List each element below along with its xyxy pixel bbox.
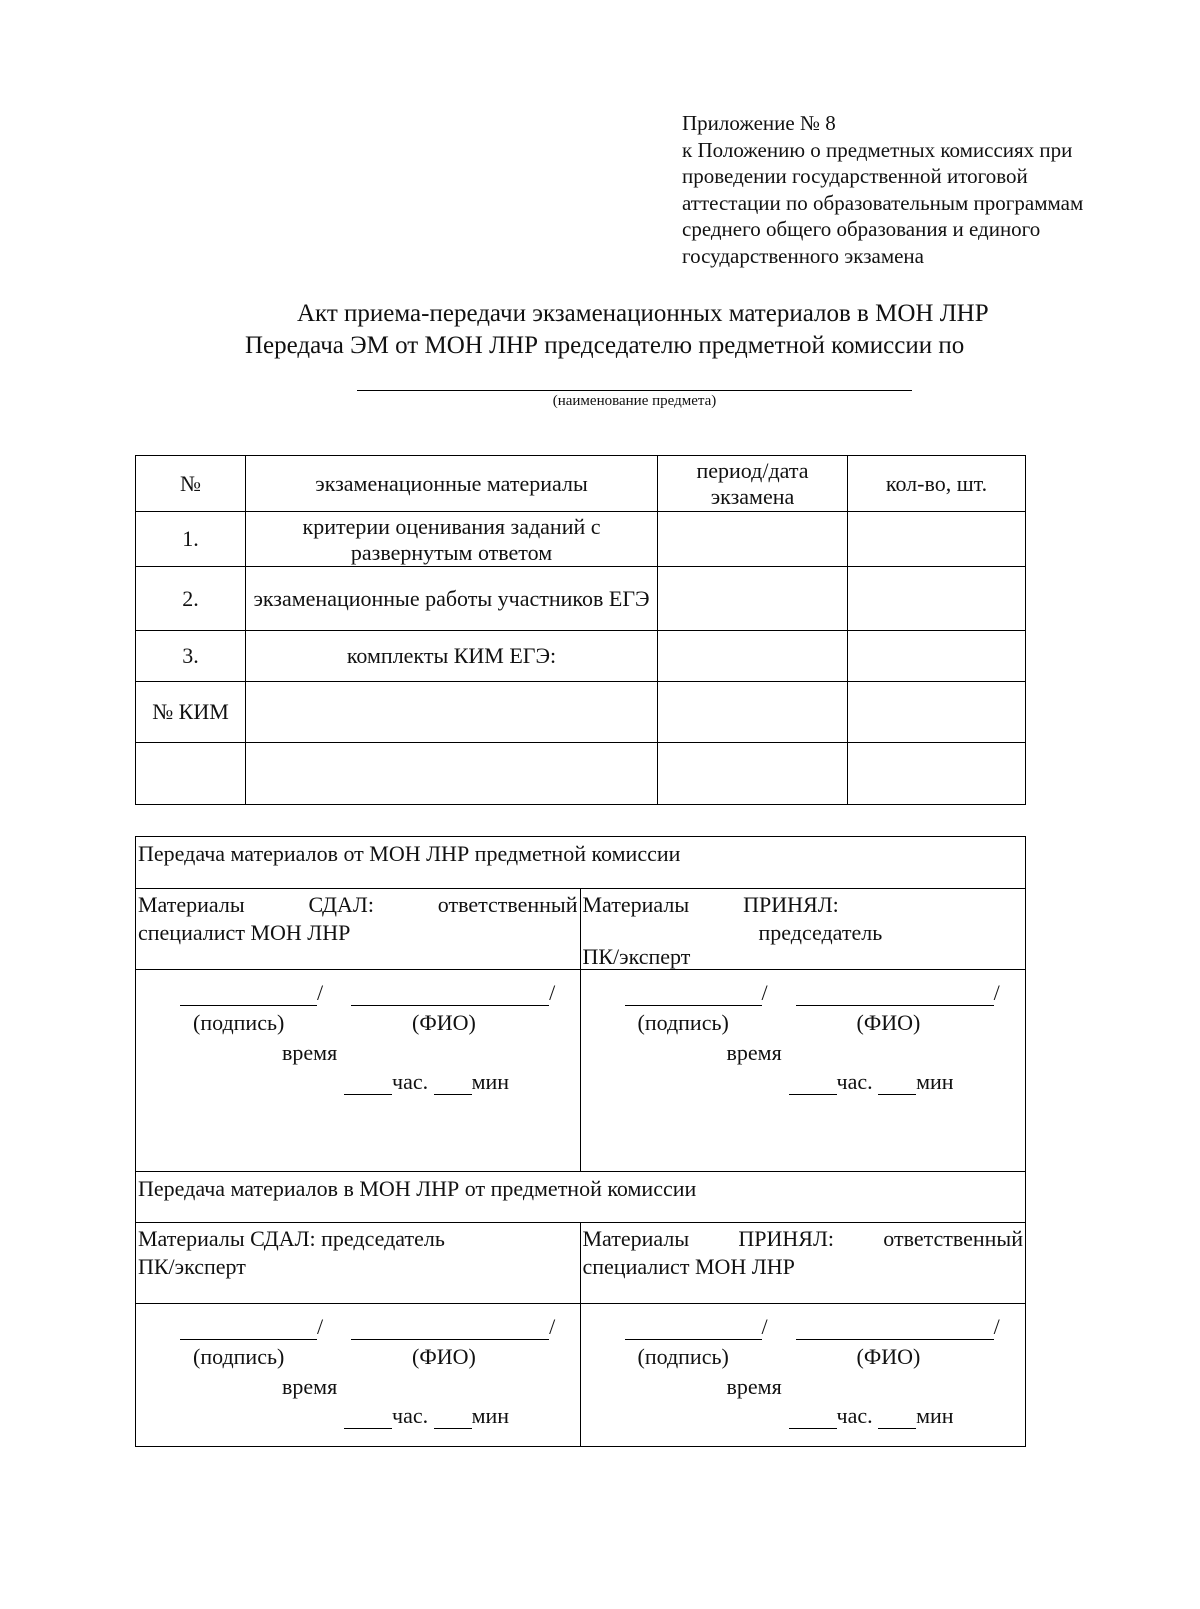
s2-handed-by	[136, 1223, 581, 1303]
s2-right-signature	[581, 1304, 1026, 1446]
role-word: ПРИНЯЛ:	[738, 1226, 834, 1251]
s1-handed-by	[136, 889, 581, 969]
role-line: Материалы СДАЛ: председатель	[138, 1226, 445, 1251]
row-name-cell[interactable]	[246, 743, 658, 805]
row-num: 2.	[136, 567, 246, 631]
sign-label: (подпись)	[193, 1344, 285, 1369]
row-num: № КИМ	[136, 682, 246, 743]
signature-line[interactable]: / /	[625, 980, 1000, 1006]
sign-label: (подпись)	[637, 1010, 729, 1035]
row-period-cell[interactable]	[658, 682, 848, 743]
row-name: комплекты КИМ ЕГЭ:	[246, 631, 658, 682]
section2-roles-row	[136, 1222, 1025, 1303]
section2-title: Передача материалов в МОН ЛНР от предметной комиссии	[136, 1171, 1025, 1222]
appendix-line: к Положению о предметных комиссиях при	[682, 137, 1073, 162]
s2-received-by	[581, 1223, 1026, 1303]
row-count-cell[interactable]	[848, 567, 1026, 631]
appendix-line: проведении государственной итоговой	[682, 164, 1028, 188]
header-period: период/дата экзамена	[658, 456, 848, 512]
table-row	[136, 567, 1026, 631]
table-row	[136, 682, 1026, 743]
section1-sign-row	[136, 969, 1025, 1171]
time-label: время	[282, 1374, 338, 1399]
sign-label: (подпись)	[193, 1010, 285, 1035]
row-num: 3.	[136, 631, 246, 682]
signature-line[interactable]: / /	[180, 1314, 555, 1340]
time-label: время	[726, 1374, 782, 1399]
appendix-line: среднего общего образования и единого	[682, 217, 1041, 241]
role-word: СДАЛ:	[308, 892, 374, 917]
row-count-cell[interactable]	[848, 512, 1026, 567]
row-count-cell[interactable]	[848, 682, 1026, 743]
header-count: кол-во, шт.	[848, 456, 1026, 512]
signature-line[interactable]: / /	[180, 980, 555, 1006]
table-row	[136, 743, 1026, 805]
header-num: №	[136, 456, 246, 512]
appendix-line: государственного экзамена	[682, 243, 924, 268]
table-row	[136, 631, 1026, 682]
role-word: Материалы	[582, 892, 690, 917]
row-count-cell[interactable]	[848, 631, 1026, 682]
row-period-cell[interactable]	[658, 512, 848, 567]
row-num-cell[interactable]	[136, 743, 246, 805]
role-line: специалист МОН ЛНР	[582, 1254, 795, 1279]
fio-label: (ФИО)	[412, 1010, 476, 1035]
time-fields[interactable]: час. мин	[344, 1069, 509, 1095]
s2-left-signature	[136, 1304, 581, 1446]
time-fields[interactable]: час. мин	[789, 1069, 954, 1095]
s1-received-by	[581, 889, 1026, 969]
document-subtitle: Передача ЭМ от МОН ЛНР председателю предметной комиссии по	[245, 332, 965, 359]
header-materials: экзаменационные материалы	[246, 456, 658, 512]
row-num: 1.	[136, 512, 246, 567]
time-label: время	[282, 1040, 338, 1065]
role-line: специалист МОН ЛНР	[138, 920, 351, 945]
sign-label: (подпись)	[637, 1344, 729, 1369]
s1-left-signature	[136, 970, 581, 1171]
time-label: время	[726, 1040, 782, 1065]
section1-roles-row	[136, 888, 1025, 969]
signature-line[interactable]: / /	[625, 1314, 1000, 1340]
row-name: критерии оценивания заданий с развернутым ответом	[246, 512, 658, 567]
subject-caption: (наименование предмета)	[552, 393, 717, 409]
table-header-row	[136, 456, 1026, 512]
transfer-table	[135, 836, 1026, 1447]
time-fields[interactable]: час. мин	[344, 1403, 509, 1429]
role-line: ПК/эксперт	[138, 1254, 246, 1279]
fio-label: (ФИО)	[412, 1344, 476, 1369]
document-title: Акт приема-передачи экзаменационных материалов в МОН ЛНР	[297, 300, 989, 327]
section1-title: Передача материалов от МОН ЛНР предметной комиссии	[138, 841, 681, 866]
materials-table	[135, 455, 1026, 805]
row-period-cell[interactable]	[658, 743, 848, 805]
section2-sign-row	[136, 1303, 1025, 1446]
role-word: ПРИНЯЛ:	[743, 892, 839, 917]
fio-label: (ФИО)	[856, 1010, 921, 1035]
role-line: ПК/эксперт	[582, 944, 691, 969]
appendix-line: аттестации по образовательным программам	[682, 190, 1084, 215]
role-word: ответственный	[437, 892, 578, 917]
row-name: экзаменационные работы участников ЕГЭ	[246, 567, 658, 631]
appendix-line: Приложение № 8	[682, 111, 836, 135]
role-word: ответственный	[883, 1226, 1023, 1251]
row-period-cell[interactable]	[658, 567, 848, 631]
role-line: председатель	[758, 920, 883, 945]
role-word: Материалы	[582, 1226, 690, 1251]
row-count-cell[interactable]	[848, 743, 1026, 805]
table-row	[136, 512, 1026, 567]
fio-label: (ФИО)	[856, 1344, 921, 1369]
appendix-header	[682, 110, 1182, 269]
role-word: Материалы	[138, 892, 245, 917]
time-fields[interactable]: час. мин	[789, 1403, 954, 1429]
row-name-cell[interactable]	[246, 682, 658, 743]
subject-field-line[interactable]	[357, 390, 912, 391]
row-period-cell[interactable]	[658, 631, 848, 682]
s1-right-signature	[581, 970, 1026, 1171]
